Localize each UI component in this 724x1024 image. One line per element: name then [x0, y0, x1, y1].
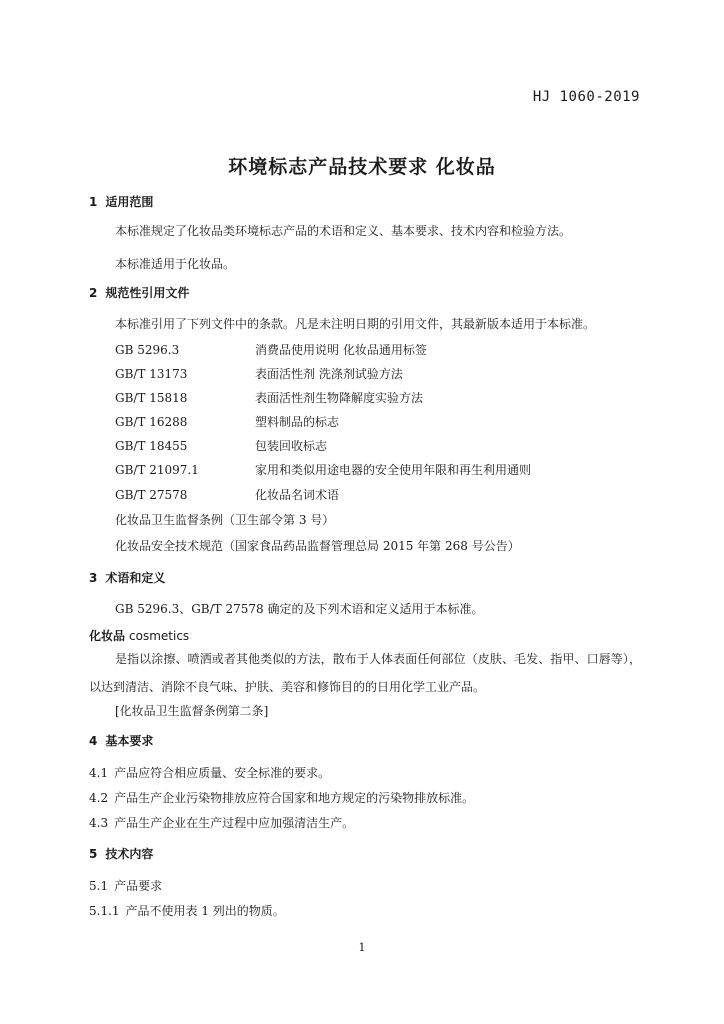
section-title: 规范性引用文件	[105, 286, 190, 300]
clause-number: 5.1.1	[89, 904, 120, 918]
reference-code: GB/T 16288	[115, 415, 188, 429]
clause	[89, 877, 162, 894]
term-english: cosmetics	[129, 629, 190, 643]
reference-code: GB/T 27578	[115, 488, 188, 502]
section-5-heading	[89, 845, 153, 862]
clause	[89, 764, 330, 781]
section-1-heading	[89, 193, 153, 210]
reference-row	[115, 365, 403, 382]
clause-text: 产品要求	[114, 879, 163, 893]
reference-row	[115, 486, 339, 503]
reference-code: GB/T 15818	[115, 391, 188, 405]
term-definition: 是指以涂擦、喷洒或者其他类似的方法，散布于人体表面任何部位（皮肤、毛发、指甲、口唇等），以达到清洁、消除不良气味、护肤、美容和修饰目的的日用化学工业产品。	[89, 652, 641, 694]
section-2-heading	[89, 284, 189, 301]
clause	[89, 789, 474, 806]
paragraph: 本标准引用了下列文件中的条款。凡是未注明日期的引用文件，其最新版本适用于本标准。	[115, 317, 596, 331]
clause-number: 5.1	[89, 879, 109, 893]
term-chinese: 化妆品	[89, 629, 126, 643]
definition-source: [化妆品卫生监督条例第二条]	[115, 704, 269, 718]
reference-name: 表面活性剂生物降解度实验方法	[255, 391, 424, 405]
section-title: 术语和定义	[105, 571, 166, 585]
paragraph: GB 5296.3、GB/T 27578 确定的及下列术语和定义适用于本标准。	[115, 602, 484, 616]
paragraph: 本标准适用于化妆品。	[115, 257, 236, 271]
section-number: 3	[89, 571, 98, 585]
section-title: 基本要求	[105, 734, 154, 748]
page-number: 1	[358, 941, 366, 954]
clause-number: 4.3	[89, 816, 109, 830]
reference-name: 表面活性剂 洗涤剂试验方法	[255, 367, 403, 381]
reference-row	[115, 461, 531, 478]
clause-number: 4.2	[89, 791, 109, 805]
reference-name: 消费品使用说明 化妆品通用标签	[255, 343, 427, 357]
reference-row	[115, 341, 427, 358]
reference-name: 家用和类似用途电器的安全使用年限和再生利用通则	[255, 463, 532, 477]
reference-row	[115, 437, 327, 454]
reference-name: 塑料制品的标志	[255, 415, 340, 429]
clause-number: 4.1	[89, 766, 109, 780]
paragraph: 本标准规定了化妆品类环境标志产品的术语和定义、基本要求、技术内容和检验方法。	[115, 224, 572, 238]
clause-text: 产品不使用表 1 列出的物质。	[125, 904, 285, 918]
section-number: 1	[89, 195, 98, 209]
clause-text: 产品生产企业污染物排放应符合国家和地方规定的污染物排放标准。	[114, 791, 475, 805]
section-number: 5	[89, 847, 98, 861]
reference-code: GB/T 18455	[115, 439, 188, 453]
clause-text: 产品生产企业在生产过程中应加强清洁生产。	[114, 816, 355, 830]
reference-regulation: 化妆品安全技术规范（国家食品药品监督管理总局 2015 年第 268 号公告）	[115, 539, 520, 553]
reference-code: GB/T 21097.1	[115, 463, 199, 477]
reference-name: 包装回收标志	[255, 439, 328, 453]
section-number: 2	[89, 286, 98, 300]
clause	[89, 902, 285, 919]
reference-regulation: 化妆品卫生监督条例（卫生部令第 3 号）	[115, 513, 335, 527]
clause-text: 产品应符合相应质量、安全标准的要求。	[114, 766, 331, 780]
standard-code: HJ 1060-2019	[532, 89, 640, 105]
reference-code: GB/T 13173	[115, 367, 188, 381]
section-number: 4	[89, 734, 98, 748]
reference-name: 化妆品名词术语	[255, 488, 340, 502]
reference-code: GB 5296.3	[115, 343, 180, 357]
section-title: 适用范围	[105, 195, 154, 209]
document-title: 环境标志产品技术要求 化妆品	[228, 156, 496, 178]
reference-row	[115, 413, 339, 430]
section-3-heading	[89, 569, 165, 586]
term-entry	[89, 627, 189, 644]
reference-row	[115, 389, 423, 406]
section-title: 技术内容	[105, 847, 154, 861]
clause	[89, 814, 354, 831]
section-4-heading	[89, 732, 153, 749]
